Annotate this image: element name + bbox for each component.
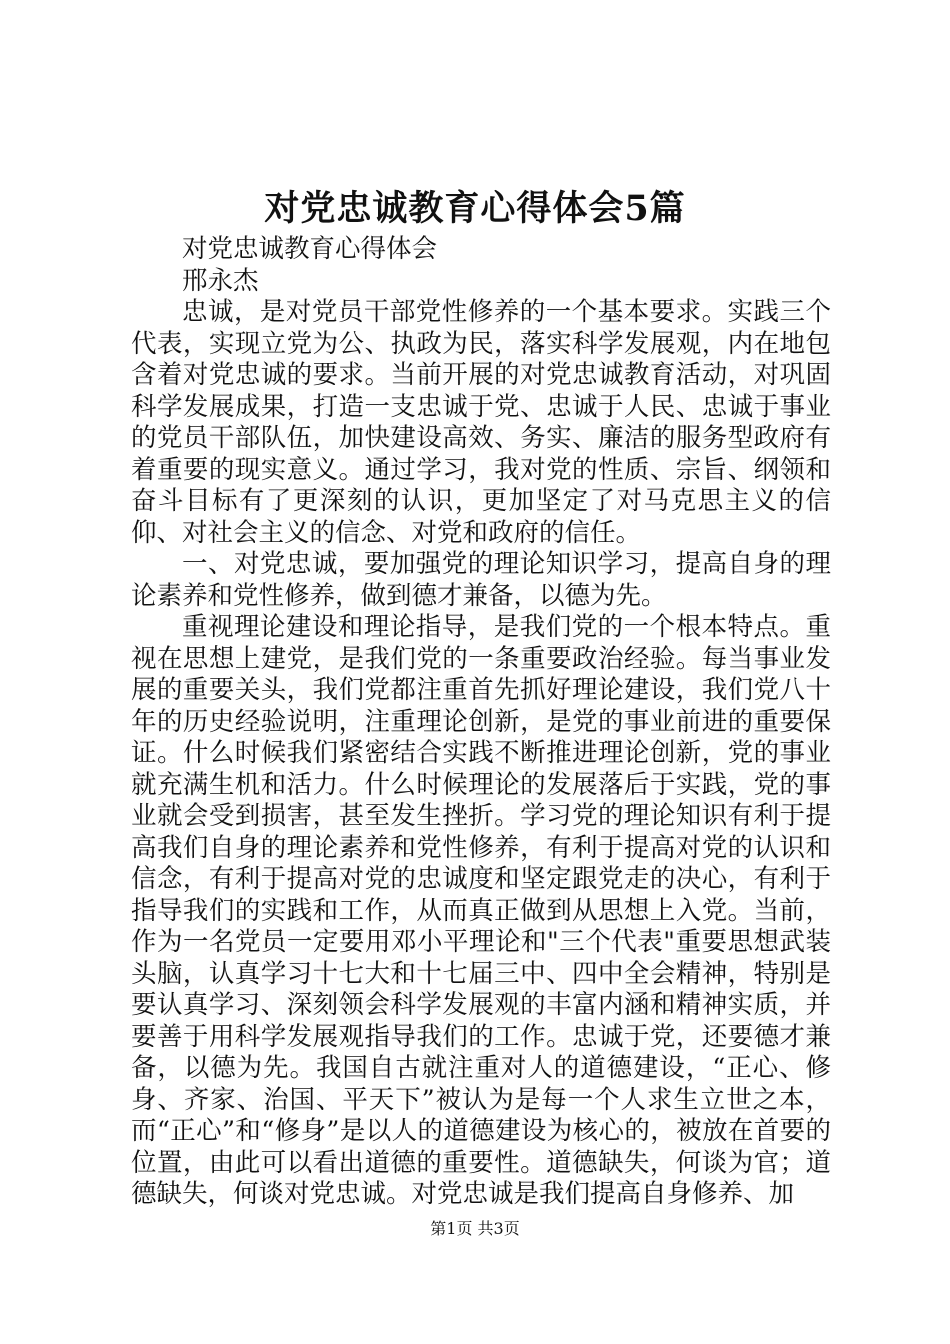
- subtitle-paragraph: 对党忠诚教育心得体会: [182, 234, 438, 264]
- author-paragraph: 邢永杰: [182, 265, 259, 296]
- body-paragraph: 忠诚，是对党员干部党性修养的一个基本要求。实践三个代表，实现立党为公、执政为民，落实科学发展观，内在地包含着对党忠诚的要求。当前开展的对党忠诚教育活动，对巩固科学发展成果，打造一支忠诚于党、忠诚于人民、忠诚于事业的党员干部队伍，加快建设高效、务实、廉洁的服务型政府有着重要的现实意义。通过学习，我对党的性质、宗旨、纲领和奋斗目标有了更深刻的认识，更加坚定了对马克思主义的信仰、对社会主义的信念、对党和政府的信任。: [131, 297, 831, 548]
- section-heading-paragraph: 一、对党忠诚，要加强党的理论知识学习，提高自身的理论素养和党性修养，做到德才兼备，以德为先。: [131, 549, 831, 611]
- document-title: 对党忠诚教育心得体会5篇: [264, 188, 686, 229]
- document-body: [131, 234, 831, 1211]
- page-footer: 第1页 共3页: [430, 1219, 520, 1238]
- body-paragraph: 重视理论建设和理论指导，是我们党的一个根本特点。重视在思想上建党，是我们党的一条重要政治经验。每当事业发展的重要关头，我们党都注重首先抓好理论建设，我们党八十年的历史经验说明，注重理论创新，是党的事业前进的重要保证。什么时候我们紧密结合实践不断推进理论创新，党的事业就充满生机和活力。什么时候理论的发展落后于实践，党的事业就会受到损害，甚至发生挫折。学习党的理论知识有利于提高我们自身的理论素养和党性修养，有利于提高对党的认识和信念，有利于提高对党的忠诚度和坚定跟党走的决心，有利于指导我们的实践和工作，从而真正做到从思想上入党。当前，作为一名党员一定要用邓小平理论和"三个代表"重要思想武装头脑，认真学习十七大和十七届三中、四中全会精神，特别是要认真学习、深刻领会科学发展观的丰富内涵和精神实质，并要善于用科学发展观指导我们的工作。忠诚于党，还要德才兼备，以德为先。我国自古就注重对人的道德建设，“正心、修身、齐家、治国、平天下”被认为是每一个人求生立世之本，而“正心”和“修身”是以人的道德建设为核心的，被放在首要的位置，由此可以看出道德的重要性。道德缺失，何谈为官；道德缺失，何谈对党忠诚。对党忠诚是我们提高自身修养、加: [131, 612, 831, 1209]
